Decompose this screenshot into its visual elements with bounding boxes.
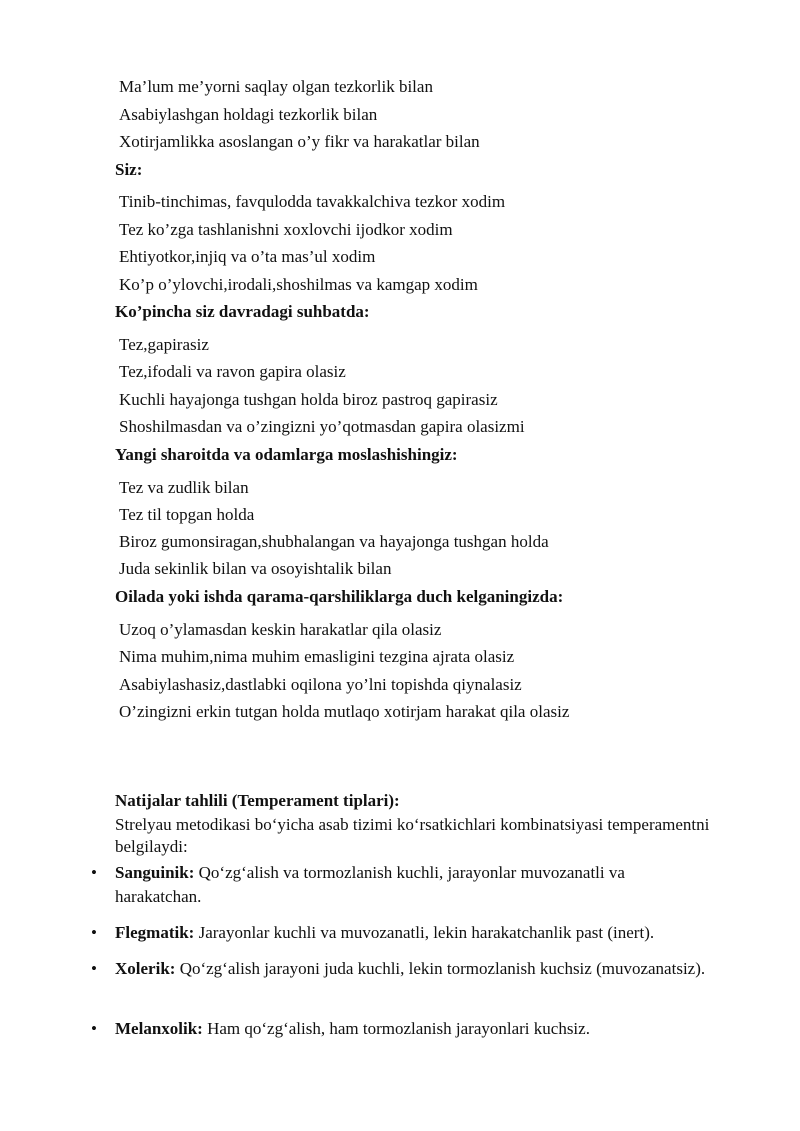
temperament-description: Ham qo‘zg‘alish, ham tormozlanish jarayonlari kuchsiz. [207, 1019, 590, 1038]
answer-option: Tinib-tinchimas, favqulodda tavakkalchiva tezkor xodim [119, 192, 506, 211]
answer-option: Xotirjamlikka asoslangan o’y fikr va harakatlar bilan [119, 132, 480, 151]
question-heading: Siz: [115, 160, 143, 179]
temperament-term: Xolerik: [115, 959, 176, 978]
bullet-icon: • [91, 959, 97, 978]
temperament-item [91, 1017, 715, 1041]
question-heading: Oilada yoki ishda qarama-qarshiliklarga duch kelganingizda: [115, 587, 564, 606]
temperament-item [91, 921, 715, 945]
answer-option: Ma’lum me’yorni saqlay olgan tezkorlik bilan [119, 77, 433, 96]
answer-option: Tez va zudlik bilan [119, 478, 249, 497]
results-title: Natijalar tahlili (Temperament tiplari): [115, 791, 400, 810]
answer-option: Biroz gumonsiragan,shubhalangan va hayajonga tushgan holda [119, 532, 549, 551]
answer-option: Juda sekinlik bilan va osoyishtalik bilan [119, 559, 392, 578]
temperament-term: Sanguinik: [115, 863, 195, 882]
answer-option: Asabiylashgan holdagi tezkorlik bilan [119, 105, 378, 124]
temperament-description: Qo‘zg‘alish jarayoni juda kuchli, lekin tormozlanish kuchsiz (muvozanatsiz). [179, 959, 706, 978]
answer-option: Nima muhim,nima muhim emasligini tezgina ajrata olasiz [119, 647, 515, 666]
answer-option: Ehtiyotkor,injiq va o’ta mas’ul xodim [119, 247, 376, 266]
temperament-description: Jarayonlar kuchli va muvozanatli, lekin harakatchanlik past (inert). [198, 923, 655, 942]
results-intro: Strelyau metodikasi bo‘yicha asab tizimi ko‘rsatkichlari kombinatsiyasi temperamentni belgilaydi: [115, 815, 710, 856]
question-heading: Yangi sharoitda va odamlarga moslashishingiz: [115, 445, 458, 464]
answer-option: Ko’p o’ylovchi,irodali,shoshilmas va kamgap xodim [119, 275, 478, 294]
answer-option: Tez,gapirasiz [119, 335, 209, 354]
temperament-item [91, 957, 715, 981]
bullet-icon: • [91, 1019, 97, 1038]
temperament-description: Qo‘zg‘alish va tormozlanish kuchli, jarayonlar muvozanatli va harakatchan. [115, 863, 625, 906]
bullet-icon: • [91, 923, 97, 942]
answer-option: Shoshilmasdan va o’zingizni yo’qotmasdan gapira olasizmi [119, 417, 525, 436]
bullet-icon: • [91, 863, 97, 882]
answer-option: Tez,ifodali va ravon gapira olasiz [119, 362, 346, 381]
answer-option: O’zingizni erkin tutgan holda mutlaqo xotirjam harakat qila olasiz [119, 702, 570, 721]
answer-option: Asabiylashasiz,dastlabki oqilona yo’lni topishda qiynalasiz [119, 675, 522, 694]
temperament-term: Flegmatik: [115, 923, 195, 942]
question-heading: Ko’pincha siz davradagi suhbatda: [115, 302, 370, 321]
answer-option: Tez til topgan holda [119, 505, 255, 524]
answer-option: Tez ko’zga tashlanishni xoxlovchi ijodkor xodim [119, 220, 453, 239]
temperament-item [91, 861, 715, 909]
answer-option: Kuchli hayajonga tushgan holda biroz pastroq gapirasiz [119, 390, 498, 409]
temperament-term: Melanxolik: [115, 1019, 203, 1038]
answer-option: Uzoq o’ylamasdan keskin harakatlar qila olasiz [119, 620, 442, 639]
